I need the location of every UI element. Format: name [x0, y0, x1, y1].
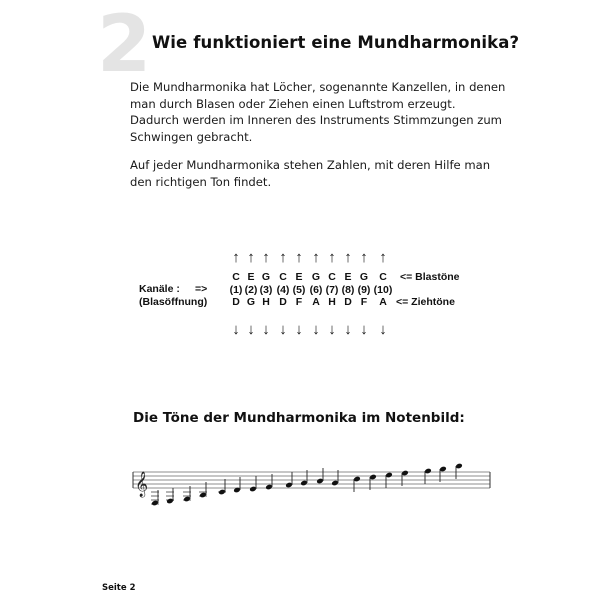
blow-tones-label: <= Blastöne [400, 271, 460, 283]
text-line: den richtigen Ton findet. [130, 174, 272, 189]
up-arrow-icon: ↑ [279, 249, 287, 266]
blow-tone: C [232, 271, 240, 283]
channel-number: (3) [259, 284, 273, 296]
blow-tone: G [261, 271, 271, 283]
down-arrow-icon: ↓ [328, 321, 336, 338]
channel-number: (6) [309, 284, 323, 296]
up-arrow-icon: ↑ [379, 249, 387, 266]
up-arrow-icon: ↑ [360, 249, 368, 266]
up-arrow-icon: ↑ [328, 249, 336, 266]
up-arrow-icon: ↑ [262, 249, 270, 266]
channel-number: (9) [357, 284, 371, 296]
blow-tone: C [279, 271, 287, 283]
channel-number: (1) [229, 284, 243, 296]
down-arrow-icon: ↓ [379, 321, 387, 338]
down-arrow-icon: ↓ [262, 321, 270, 338]
blow-tone: C [379, 271, 387, 283]
up-arrow-icon: ↑ [232, 249, 240, 266]
channels-label: Kanäle : [139, 283, 180, 295]
channel-number: (8) [341, 284, 355, 296]
channel-number: (10) [373, 284, 393, 296]
down-arrow-icon: ↓ [360, 321, 368, 338]
down-arrow-icon: ↓ [247, 321, 255, 338]
notation-title: Die Töne der Mundharmonika im Notenbild: [133, 410, 465, 426]
blow-tone: C [328, 271, 336, 283]
blow-tone: E [344, 271, 352, 283]
channel-number: (7) [325, 284, 339, 296]
down-arrow-icon: ↓ [232, 321, 240, 338]
up-arrow-icon: ↑ [295, 249, 303, 266]
draw-tone: F [295, 296, 303, 308]
draw-tone: D [279, 296, 287, 308]
text-line: Dadurch werden im Inneren des Instruments Stimmzungen zum [130, 113, 502, 127]
text-line: Auf jeder Mundharmonika stehen Zahlen, mit deren Hilfe man [130, 158, 491, 172]
up-arrow-icon: ↑ [247, 249, 255, 266]
draw-tone: D [344, 296, 352, 308]
channel-number: (5) [292, 284, 306, 296]
draw-tone: A [312, 296, 320, 308]
blow-tone: E [295, 271, 303, 283]
channels-arrow: => [195, 283, 208, 295]
treble-clef-icon: 𝄞 [135, 472, 149, 497]
down-arrow-icon: ↓ [279, 321, 287, 338]
blow-tone: G [311, 271, 321, 283]
down-arrow-icon: ↓ [295, 321, 303, 338]
channel-number: (4) [276, 284, 290, 296]
chapter-number: 2 [97, 0, 152, 90]
page-title: Wie funktioniert eine Mundharmonika? [152, 33, 520, 52]
text-line: Schwingen gebracht. [130, 129, 253, 144]
blow-tone: G [359, 271, 369, 283]
draw-tone: A [379, 296, 387, 308]
blow-tone: E [247, 271, 255, 283]
text-line: Die Mundharmonika hat Löcher, sogenannte Kanzellen, in denen [130, 80, 506, 94]
draw-tone: D [232, 296, 240, 308]
blow-hole-label: (Blasöffnung) [139, 296, 208, 308]
up-arrow-icon: ↑ [312, 249, 320, 266]
down-arrow-icon: ↓ [344, 321, 352, 338]
draw-tone: F [360, 296, 368, 308]
up-arrow-icon: ↑ [344, 249, 352, 266]
draw-tone: H [262, 296, 270, 308]
draw-tone: H [328, 296, 336, 308]
down-arrow-icon: ↓ [312, 321, 320, 338]
channel-number: (2) [244, 284, 258, 296]
page-footer: Seite 2 [102, 583, 136, 593]
text-line: man durch Blasen oder Ziehen einen Luftstrom erzeugt. [130, 96, 456, 111]
draw-tones-label: <= Ziehtöne [396, 296, 455, 308]
draw-tone: G [246, 296, 256, 308]
